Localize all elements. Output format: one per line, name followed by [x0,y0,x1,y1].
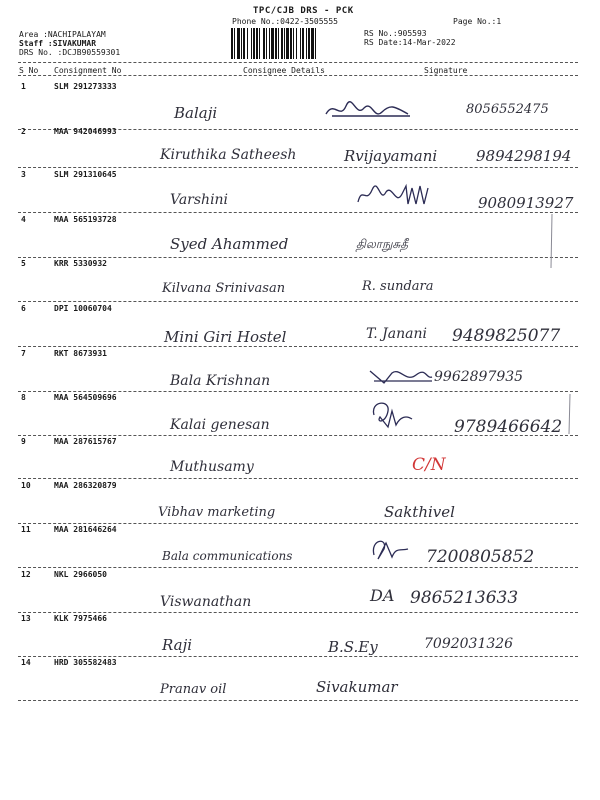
consignment-no: SLM 291310645 [54,170,117,179]
consignment-no: MAA 564509696 [54,393,117,402]
signature-scribble-icon [322,96,414,124]
consignee-name: Bala communications [162,549,293,563]
signature-text: திலாநுசுதீ [356,237,409,251]
table-row [0,437,600,483]
row-divider [18,478,578,479]
signature-text: Sivakumar [316,678,398,696]
col-consignment: Consignment No [54,66,122,75]
consignee-name: Kalai genesan [170,417,270,433]
table-row [0,481,600,527]
row-divider [18,700,578,701]
consignment-no: NKL 2966050 [54,570,107,579]
col-sno: S No [19,66,39,75]
barcode-icon [231,28,356,59]
row-divider [18,567,578,568]
consignee-name: Balaji [174,104,218,122]
consignee-phone: 9894298194 [476,147,572,165]
consignment-no: KLK 7975466 [54,614,107,623]
drs-number: DRS No. :DCJB90559301 [19,48,121,57]
consignee-phone: 9789466642 [454,417,563,437]
row-sno: 10 [21,481,31,490]
sheet-title: TPC/CJB DRS - PCK [253,6,354,16]
row-divider [18,301,578,302]
signature-text: C/N [412,455,446,475]
phone-number: Phone No.:0422-3505555 [232,17,338,26]
table-row [0,170,600,216]
signature-scribble-icon [366,365,436,389]
table-row [0,259,600,305]
consignee-name: Bala Krishnan [170,373,271,389]
signature-scribble-icon [366,397,416,431]
consignee-name: Kiruthika Satheesh [160,147,297,163]
row-sno: 3 [21,170,26,179]
row-divider [18,346,578,347]
row-sno: 7 [21,349,26,358]
signature-text: B.S.Ey [328,638,378,656]
row-sno: 13 [21,614,31,623]
signature-text: T. Janani [366,326,427,342]
consignment-no: RKT 8673931 [54,349,107,358]
rs-number: RS No.:905593 [364,29,427,38]
row-sno: 4 [21,215,26,224]
consignee-phone: 7092031326 [424,636,514,652]
row-sno: 12 [21,570,31,579]
table-row [0,304,600,350]
header-rule-top [18,62,578,63]
signature-scribble-icon [368,533,412,563]
row-sno: 8 [21,393,26,402]
consignee-phone: 7200805852 [426,547,535,567]
consignment-no: MAA 942046993 [54,127,117,136]
consignment-no: HRD 305582483 [54,658,117,667]
row-divider [18,212,578,213]
consignee-phone: 8056552475 [466,102,549,117]
consignment-no: MAA 286320879 [54,481,117,490]
consignee-name: Mini Giri Hostel [164,328,287,346]
table-row [0,525,600,571]
consignee-name: Varshini [170,192,229,208]
signature-scribble-icon [354,182,444,208]
row-sno: 11 [21,525,31,534]
row-divider [18,167,578,168]
signature-text: Sakthivel [384,503,455,521]
staff-field: Staff :SIVAKUMAR [19,39,97,48]
consignment-no: KRR 5330932 [54,259,107,268]
row-divider [18,257,578,258]
page-number: Page No.:1 [453,17,502,26]
row-divider [18,612,578,613]
consignee-name: Viswanathan [160,594,252,610]
row-divider [18,523,578,524]
consignee-name: Raji [162,636,193,654]
consignment-no: MAA 565193728 [54,215,117,224]
signature-text: R. sundara [362,279,434,294]
consignment-no: MAA 287615767 [54,437,117,446]
table-row [0,614,600,660]
rs-date: RS Date:14-Mar-2022 [364,38,456,47]
row-divider [18,435,578,436]
consignee-name: Vibhav marketing [158,505,276,520]
area-field: Area :NACHIPALAYAM [19,30,106,39]
pen-mark-icon [566,392,574,438]
col-signature: Signature [424,66,468,75]
row-divider [18,656,578,657]
row-sno: 14 [21,658,31,667]
consignee-phone: 9489825077 [452,326,561,346]
pen-mark-icon [548,212,556,272]
row-sno: 5 [21,259,26,268]
header-rule-bottom [18,75,578,76]
row-sno: 6 [21,304,26,313]
row-sno: 9 [21,437,26,446]
table-row [0,215,600,261]
consignee-name: Syed Ahammed [170,235,289,253]
row-sno: 1 [21,82,26,91]
consignee-name: Muthusamy [170,459,254,475]
consignee-phone: 9080913927 [478,194,574,212]
table-row [0,349,600,395]
table-row [0,393,600,439]
consignee-name: Kilvana Srinivasan [162,281,286,296]
consignment-no: DPI 10060704 [54,304,112,313]
row-sno: 2 [21,127,26,136]
consignment-no: SLM 291273333 [54,82,117,91]
table-row [0,658,600,704]
consignee-phone: 9962897935 [434,369,524,385]
consignee-name: Pranav oil [160,682,227,697]
table-row [0,570,600,616]
col-consignee: Consignee Details [243,66,325,75]
signature-text: DA [370,586,395,605]
consignee-phone: 9865213633 [410,588,519,608]
consignment-no: MAA 281646264 [54,525,117,534]
table-row [0,82,600,128]
signature-text: Rvijayamani [344,147,438,165]
row-divider [18,391,578,392]
